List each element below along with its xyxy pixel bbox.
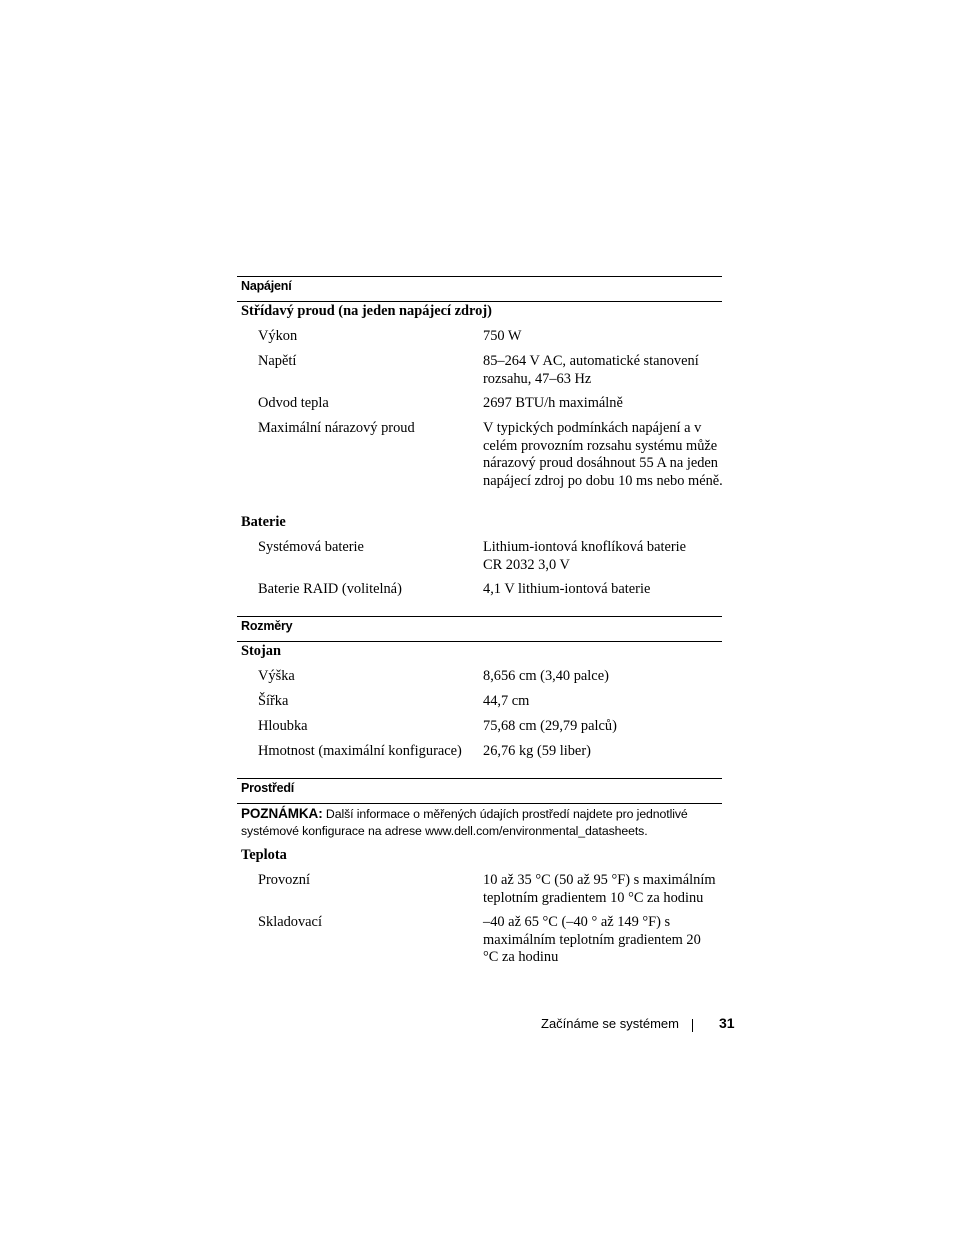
- note: [241, 805, 726, 840]
- spec-label: Výkon: [258, 328, 298, 344]
- spec-value: 10 až 35 °C (50 až 95 °F) s maximálním teplotním gradientem 10 °C za hodinu: [483, 872, 716, 906]
- section-bottom-rule: [237, 301, 722, 302]
- spec-label: Šířka: [258, 693, 289, 709]
- spec-label: Baterie RAID (volitelná): [258, 581, 402, 597]
- section-title-power: Napájení: [241, 279, 292, 293]
- section-top-rule: [237, 276, 722, 277]
- spec-label: Systémová baterie: [258, 539, 364, 555]
- spec-label: Provozní: [258, 872, 310, 888]
- section-top-rule: [237, 616, 722, 617]
- spec-value: 85–264 V AC, automatické stanovení rozsahu, 47–63 Hz: [483, 353, 699, 387]
- section-top-rule: [237, 778, 722, 779]
- group-label-temperature: Teplota: [241, 847, 287, 863]
- spec-value: –40 až 65 °C (–40 ° až 149 °F) s maximálním teplotním gradientem 20 °C za hodinu: [483, 914, 701, 965]
- section-title-dimensions: Rozměry: [241, 619, 293, 633]
- footer-title: Začínáme se systémem: [541, 1016, 679, 1031]
- spec-value: 44,7 cm: [483, 693, 530, 709]
- spec-value: 8,656 cm (3,40 palce): [483, 668, 609, 684]
- spec-value: 75,68 cm (29,79 palců): [483, 718, 617, 734]
- spec-label: Hloubka: [258, 718, 308, 734]
- section-bottom-rule: [237, 803, 722, 804]
- note-label: POZNÁMKA:: [241, 806, 323, 821]
- spec-value: 750 W: [483, 328, 522, 344]
- section-title-environment: Prostředí: [241, 781, 295, 795]
- footer-separator: [692, 1019, 693, 1032]
- group-label-rack: Stojan: [241, 643, 281, 659]
- spec-value: 2697 BTU/h maximálně: [483, 395, 623, 411]
- spec-value: Lithium-iontová knoflíková baterie CR 2032 3,0 V: [483, 539, 687, 573]
- spec-value: V typických podmínkách napájení a v celém provozním rozsahu systému může nárazový proud dosáhnout 55 A na jeden napájecí zdroj po dobu 10 ms nebo méně.: [483, 420, 723, 489]
- spec-label: Hmotnost (maximální konfigurace): [258, 743, 462, 759]
- spec-label: Výška: [258, 668, 295, 684]
- spec-label: Maximální nárazový proud: [258, 420, 415, 436]
- spec-label: Odvod tepla: [258, 395, 329, 411]
- spec-label: Skladovací: [258, 914, 322, 930]
- page-number: 31: [719, 1015, 735, 1031]
- note-text: Další informace o měřených údajích prostředí najdete pro jednotlivé systémové konfigurace na adrese www.dell.com/environmental_datasheets.: [241, 807, 688, 838]
- spec-value: 26,76 kg (59 liber): [483, 743, 591, 759]
- spec-value: 4,1 V lithium-iontová baterie: [483, 581, 651, 597]
- group-label-battery: Baterie: [241, 514, 286, 530]
- section-bottom-rule: [237, 641, 722, 642]
- spec-label: Napětí: [258, 353, 297, 369]
- group-label-ac: Střídavý proud (na jeden napájecí zdroj): [241, 303, 492, 319]
